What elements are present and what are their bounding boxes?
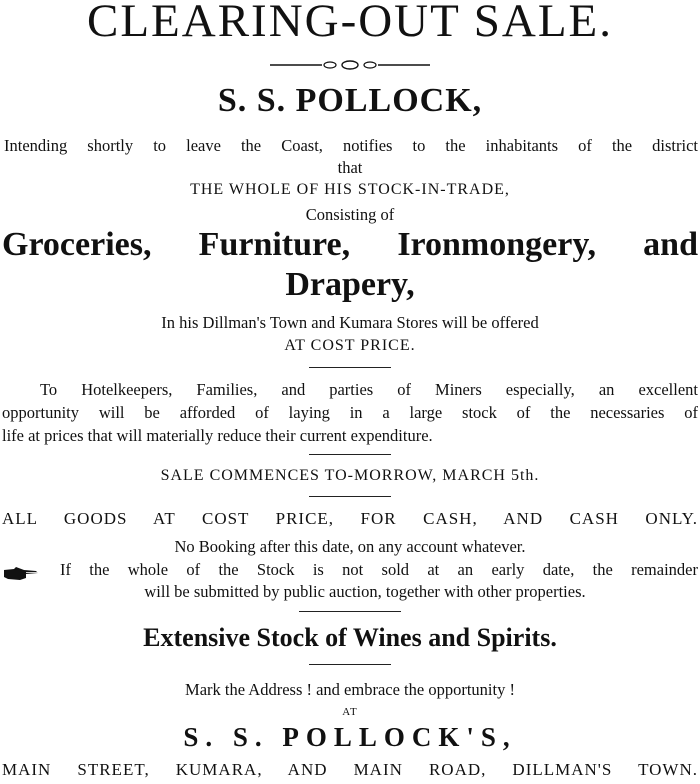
pointing-hand-icon	[2, 566, 40, 582]
wines-line: Extensive Stock of Wines and Spirits.	[143, 623, 557, 652]
that-line: that	[337, 158, 363, 177]
divider-rule	[309, 496, 391, 497]
paragraph-line-3: life at prices that will materially reduce their current expenditure.	[2, 426, 433, 445]
no-booking-line: No Booking after this date, on any account whatever.	[174, 537, 526, 556]
goods-line-2: Drapery,	[285, 266, 415, 303]
headline: CLEARING-OUT SALE.	[87, 0, 613, 47]
stores-line: In his Dillman's Town and Kumara Stores will be offered	[161, 313, 539, 332]
auction-line-1: If the whole of the Stock is not sold at an early date, the remainder	[60, 560, 698, 579]
at-line: AT	[342, 706, 358, 718]
divider-rule	[299, 611, 401, 612]
intro-line: Intending shortly to leave the Coast, notifies to the inhabitants of the district	[4, 136, 698, 155]
merchant-possessive: S. S. POLLOCK'S,	[183, 722, 517, 752]
ornamental-rule-icon	[270, 59, 430, 71]
consisting-line: Consisting of	[305, 205, 395, 224]
sale-commences-line: SALE COMMENCES TO-MORROW, MARCH 5th.	[160, 467, 540, 484]
cash-only-line: ALL GOODS AT COST PRICE, FOR CASH, AND CASH ONLY.	[2, 509, 698, 528]
paragraph-line-1: To Hotelkeepers, Families, and parties of Miners especially, an excellent	[40, 380, 698, 399]
cost-price-line: AT COST PRICE.	[284, 337, 416, 354]
goods-line-1: Groceries, Furniture, Ironmongery, and	[2, 226, 698, 263]
divider-rule	[309, 664, 391, 665]
divider-rule	[309, 367, 391, 368]
divider-rule	[309, 454, 391, 455]
auction-line-2: will be submitted by public auction, together with other properties.	[144, 582, 586, 601]
merchant-name: S. S. POLLOCK,	[217, 82, 483, 119]
address-line: MAIN STREET, KUMARA, AND MAIN ROAD, DILLMAN'S TOWN.	[2, 760, 698, 779]
paragraph-line-2: opportunity will be afforded of laying in a large stock of the necessaries of	[2, 403, 698, 422]
mark-address-line: Mark the Address ! and embrace the opportunity !	[185, 680, 515, 699]
stock-line: THE WHOLE OF HIS STOCK-IN-TRADE,	[190, 181, 510, 198]
